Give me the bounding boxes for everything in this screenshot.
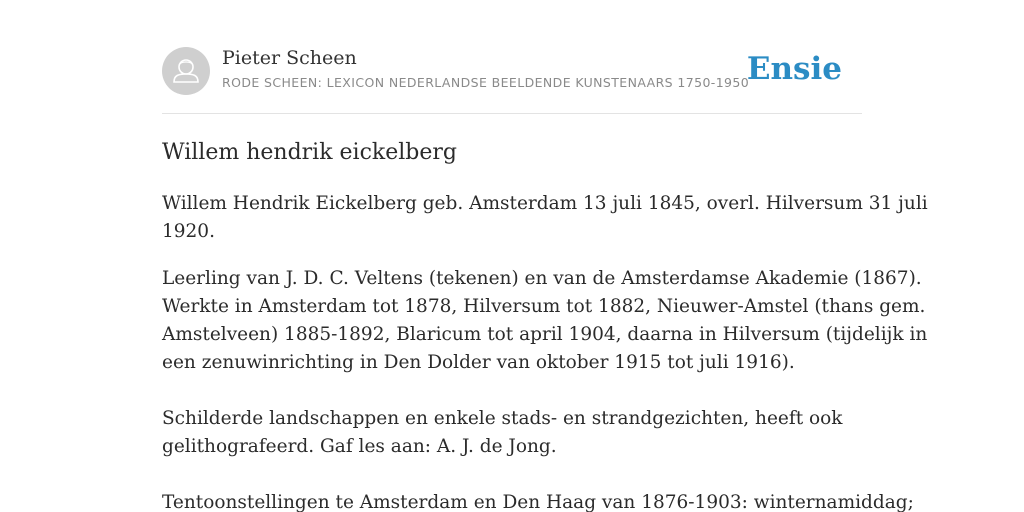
source-label[interactable]: RODE SCHEEN: LEXICON NEDERLANDSE BEELDENDE KUNSTENAARS 1750-1950 [222, 75, 750, 90]
text-line: Amstelveen) 1885-1892, Blaricum tot april 1904, daarna in Hilversum (tijdelijk in [162, 324, 928, 345]
brand-logo[interactable]: Ensie [746, 51, 842, 87]
header [162, 47, 862, 95]
header-divider [162, 113, 862, 114]
author-name[interactable]: Pieter Scheen [222, 47, 357, 69]
article-title: Willem hendrik eickelberg [162, 140, 457, 165]
paragraph-birth-death [162, 190, 928, 246]
text-line: een zenuwinrichting in Den Dolder van oktober 1915 tot juli 1916). [162, 352, 795, 373]
text-line: Leerling van J. D. C. Veltens (tekenen) en van de Amsterdamse Akademie (1867). [162, 268, 922, 289]
text-line: Werkte in Amsterdam tot 1878, Hilversum tot 1882, Nieuwer-Amstel (thans gem. [162, 296, 926, 317]
user-avatar-icon [162, 47, 210, 95]
text-line: gelithografeerd. Gaf les aan: A. J. de Jong. [162, 436, 557, 457]
article-body [162, 190, 928, 512]
paragraph-training [162, 265, 928, 512]
text-line: Tentoonstellingen te Amsterdam en Den Haag van 1876-1903: winternamiddag; [162, 492, 914, 512]
text-line: 1920. [162, 221, 215, 242]
author-avatar[interactable] [162, 47, 210, 95]
text-line: Schilderde landschappen en enkele stads- en strandgezichten, heeft ook [162, 408, 843, 429]
text-line: Willem Hendrik Eickelberg geb. Amsterdam 13 juli 1845, overl. Hilversum 31 juli [162, 193, 928, 214]
